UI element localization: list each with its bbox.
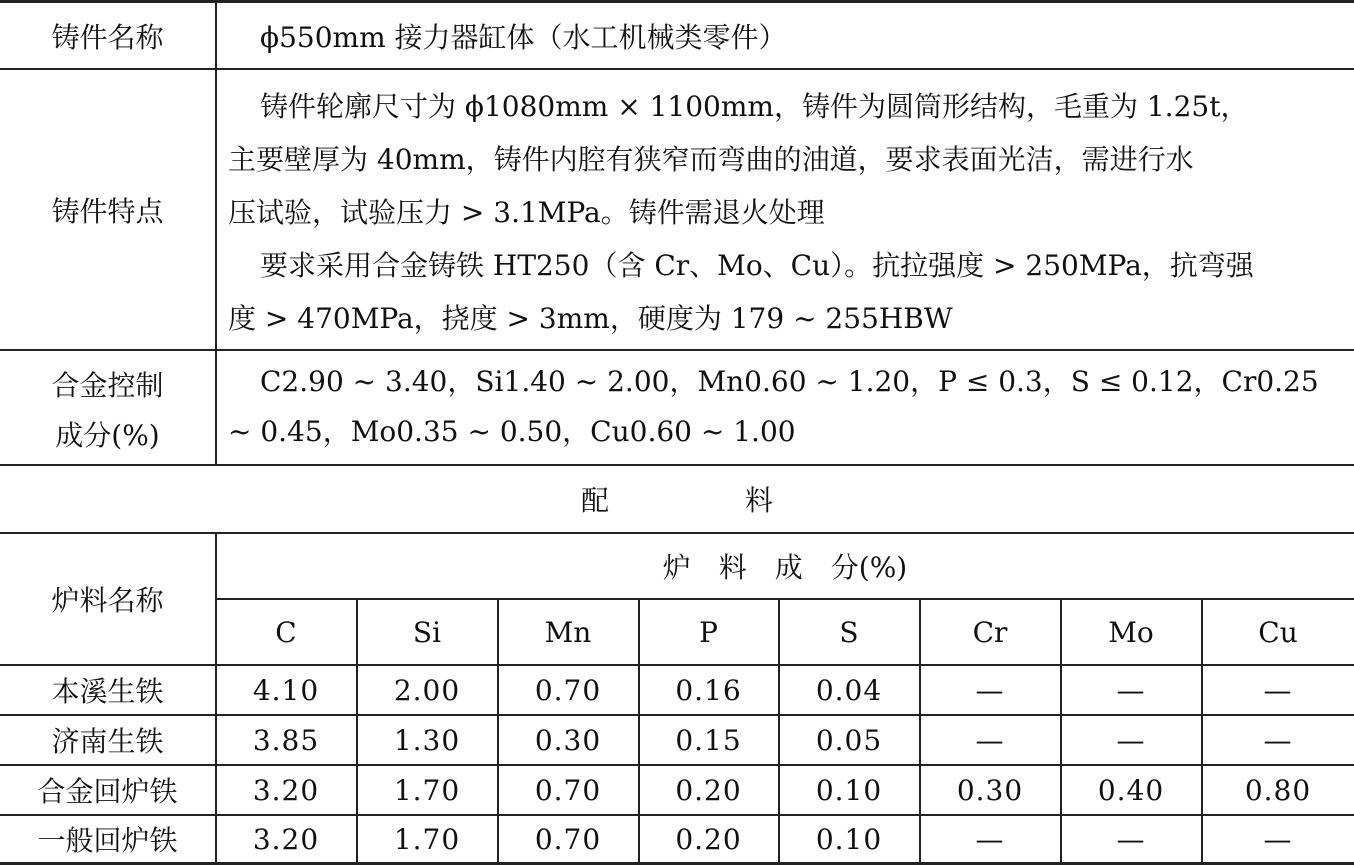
value-cell-c: 3.85 [252, 723, 320, 757]
casting-features-text [228, 80, 1348, 345]
casting-name-value: ϕ550mm 接力器缸体（水工机械类零件） [260, 20, 787, 54]
value-cell-cu: — [1263, 723, 1293, 757]
charge-name-cell: 合金回炉铁 [37, 775, 178, 808]
casting-features-label: 铸件特点 [51, 194, 164, 228]
value-cell-si: 1.70 [393, 773, 461, 807]
composition-group-header: 炉 料 成 分(%) [662, 551, 908, 584]
features-line: 压试验，试验压力 > 3.1MPa。铸件需退火处理 [228, 196, 825, 229]
column-header-cu: Cu [1258, 615, 1298, 649]
features-line: 度 > 470MPa，挠度 > 3mm，硬度为 179 ~ 255HBW [228, 302, 953, 335]
rule [0, 464, 1354, 466]
charge-name-cell: 一般回炉铁 [37, 824, 178, 857]
column-header-p: P [699, 615, 718, 649]
features-line: 铸件轮廓尺寸为 ϕ1080mm × 1100mm，铸件为圆筒形结构，毛重为 1.25t， [260, 90, 1249, 123]
value-cell-c: 3.20 [252, 822, 320, 856]
value-cell-cu: — [1263, 822, 1293, 856]
charge-name-header: 炉料名称 [51, 584, 164, 617]
rule [0, 349, 1354, 351]
alloy-line: C2.90 ~ 3.40，Si1.40 ~ 2.00，Mn0.60 ~ 1.20，P ≤ 0.3，S ≤ 0.12，Cr0.25 [260, 365, 1319, 398]
value-cell-s: 0.04 [815, 673, 883, 707]
value-cell-c: 4.10 [252, 673, 320, 707]
value-cell-mo: — [1116, 822, 1146, 856]
section-title-2: 料 [744, 484, 773, 517]
value-cell-p: 0.20 [675, 822, 742, 856]
value-cell-mn: 0.70 [534, 673, 602, 707]
alloy-label-line2: 成分(%) [55, 419, 160, 452]
value-cell-mn: 0.70 [534, 822, 602, 856]
value-cell-p: 0.15 [675, 723, 742, 757]
value-cell-cu: 0.80 [1244, 773, 1312, 807]
column-header-c: C [275, 615, 297, 649]
value-cell-s: 0.10 [815, 822, 883, 856]
value-cell-mo: — [1116, 673, 1146, 707]
alloy-line: ~ 0.45，Mo0.35 ~ 0.50，Cu0.60 ~ 1.00 [228, 415, 796, 448]
value-cell-mn: 0.30 [534, 723, 602, 757]
value-cell-si: 2.00 [393, 673, 461, 707]
value-cell-p: 0.16 [675, 673, 742, 707]
value-cell-mo: — [1116, 723, 1146, 757]
value-cell-si: 1.70 [393, 822, 461, 856]
value-cell-cr: 0.30 [956, 773, 1024, 807]
value-cell-s: 0.10 [815, 773, 883, 807]
value-cell-si: 1.30 [393, 723, 461, 757]
casting-name-label: 铸件名称 [51, 20, 164, 54]
charge-name-cell: 济南生铁 [51, 725, 164, 758]
value-cell-mo: 0.40 [1097, 773, 1165, 807]
alloy-text [228, 357, 1348, 457]
column-header-mo: Mo [1108, 615, 1154, 649]
column-header-si: Si [412, 615, 442, 649]
features-line: 主要壁厚为 40mm，铸件内腔有狭窄而弯曲的油道，要求表面光洁，需进行水 [228, 143, 1194, 176]
column-header-s: S [839, 615, 859, 649]
col-rule [215, 0, 217, 465]
charge-name-cell: 本溪生铁 [51, 675, 164, 708]
column-header-cr: Cr [972, 615, 1008, 649]
value-cell-mn: 0.70 [534, 773, 602, 807]
section-title-1: 配 [580, 484, 609, 517]
value-cell-cu: — [1263, 673, 1293, 707]
value-cell-cr: — [975, 673, 1005, 707]
value-cell-p: 0.20 [675, 773, 742, 807]
value-cell-cr: — [975, 723, 1005, 757]
value-cell-cr: — [975, 822, 1005, 856]
features-line: 要求采用合金铸铁 HT250（含 Cr、Mo、Cu）。抗拉强度 > 250MPa，抗弯强 [260, 249, 1254, 282]
value-cell-c: 3.20 [252, 773, 320, 807]
column-header-mn: Mn [544, 615, 592, 649]
alloy-label-line1: 合金控制 [51, 369, 164, 402]
value-cell-s: 0.05 [815, 723, 883, 757]
